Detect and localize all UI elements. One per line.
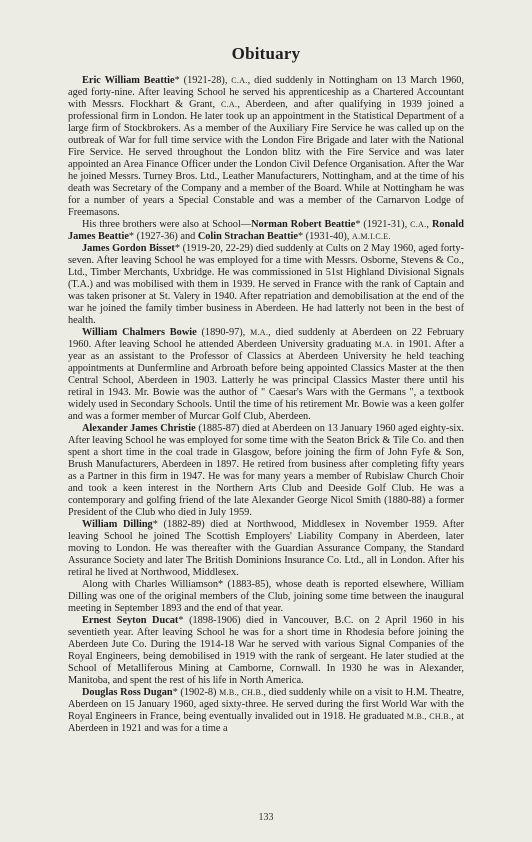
obituary-entry: [68, 519, 464, 579]
deceased-name: William Dilling: [82, 519, 153, 530]
degree-abbrev: M.A.: [250, 328, 269, 337]
entry-text: , died suddenly while on a visit to H.M. Theatre, Aberdeen on 15 January 1960, aged sixty-three. He served during the first World War with the Royal Engineers in France, being eventually invalided out in 1918. He graduated: [68, 687, 464, 722]
entry-text: , died suddenly in Nottingham on 13 March 1960, aged forty-nine. After leaving School he served his apprenticeship as a Chartered Accountant with Messrs. Flockhart & Grant,: [68, 75, 464, 110]
deceased-name: Eric William Beattie: [82, 75, 175, 86]
entry-text: ,: [426, 219, 432, 230]
obituary-entry: [68, 615, 464, 687]
page-number: 133: [258, 812, 274, 823]
page-title: Obituary: [231, 44, 301, 63]
entry-text: (1890-97),: [196, 327, 251, 338]
entry-text: His three brothers were also at School—: [82, 219, 252, 230]
deceased-name: Norman Robert Beattie: [251, 219, 356, 230]
entry-text: in 1901. After a year as an assistant to the Professor of Classics at Aberdeen University he held teaching appointments at Dunfermline and Arbroath before being appointed Classics Master at the then Central School, Aberdeen in 1903. Latterly he was principal Classics Master there until his retiral in 1943. Mr. Bowie was the author of " Caesar's Wars with the Germans ", a textbook widely used in Secondary Schools. Until the time of his retirement Mr. Bowie was a keen golfer and was a former member of Murcar Golf Club, Aberdeen.: [68, 339, 464, 422]
degree-abbrev: A.M.I.C.E.: [352, 232, 391, 241]
deceased-name: Douglas Ross Dugan: [82, 687, 173, 698]
obituary-entry: [68, 243, 464, 327]
entry-text: * (1919-20, 22-29) died suddenly at Cults on 2 May 1960, aged forty-seven. After leaving School he was employed for a time with Messrs. Osborne, Stevens & Co., Ltd., Timber Merchants, Uxbridge. He was commissioned in 51st Highland Divisional Signals (T.A.) and was mobilised with them in 1939. He served in France with the rank of Captain and was taken prisoner at St. Valery in 1940. After repatriation and demobilisation at the end of the war he joined the family timber business in Aberdeen. He had latterly not been in the best of health.: [68, 243, 464, 326]
entry-text: * (1882-89) died at Northwood, Middlesex in November 1959. After leaving School he joined The Scottish Employers' Liability Company in Aberdeen, later moving to London. He was thereafter with the Guardian Assurance Company, the Standard Assurance Society and later The British Dominions Insurance Co. Ltd., all in London. After his retiral he lived at Northwood, Middlesex.: [68, 519, 464, 578]
degree-abbrev: M.A.: [374, 340, 393, 349]
entry-text: , died suddenly at Aberdeen on 22 February 1960. After leaving School he attended Aberdeen University graduating: [68, 327, 464, 350]
entry-text: * (1927-36) and: [128, 231, 198, 242]
entry-text: * (1921-31),: [355, 219, 411, 230]
entry-text: * (1898-1906) died in Vancouver, B.C. on 2 April 1960 in his seventieth year. After leaving School he was for a short time in Rhodesia before joining the Aberdeen Jute Co. During the 1914-18 War he served with various Signal Companies of the Royal Engineers, being demobilised in 1919 with the rank of sergeant. He later studied at the School of Metalliferous Mining at Camborne, Cornwall. In 1930 he was in Alexander, Manitoba, and spent the rest of his life in North America.: [68, 615, 464, 686]
entry-text: * (1921-28),: [174, 75, 232, 86]
entry-text: * (1902-8): [172, 687, 220, 698]
degree-abbrev: M.B., CH.B.: [406, 712, 452, 721]
obituary-entries: [68, 75, 464, 735]
degree-abbrev: C.A.: [231, 76, 248, 85]
obituary-entry: [68, 687, 464, 735]
deceased-name: Ronald James Beattie: [68, 219, 464, 242]
entry-text: Along with Charles Williamson* (1883-85), whose death is reported elsewhere, William Dilling was one of the original members of the Club, joining some time between the inaugural meeting in September 1893 and the end of that year.: [68, 579, 464, 614]
obituary-entry: [68, 579, 464, 615]
entry-text: , at Aberdeen in 1921 and was for a time a: [68, 711, 464, 734]
entry-text: , Aberdeen, and after qualifying in 1939 joined a professional firm in London. He later took up an appointment in the Statistical Department of a large firm of Stockbrokers. As a member of the Auxiliary Fire Service he was called up on the outbreak of War for full time service with the London Fire Brigade and later with the National Fire Service. He served throughout the London blitz with the Fire Service and was later appointed an Area Finance Officer under the London Civil Defence Organisation. After the War he joined Messrs. Turney Bros. Ltd., Leather Manufacturers, Nottingham, and at the time of his death was Secretary of the Company and a member of the Board. While at Nottingham he was for a number of years a Special Constable and was a member of the Carnarvon Lodge of Freemasons.: [68, 99, 465, 218]
degree-abbrev: M.B., CH.B.: [219, 688, 264, 697]
deceased-name: William Chalmers Bowie: [82, 327, 197, 338]
degree-abbrev: C.A.: [410, 220, 427, 229]
obituary-entry: [68, 75, 464, 219]
deceased-name: James Gordon Bisset: [82, 243, 175, 254]
deceased-name: Ernest Seyton Ducat: [82, 615, 179, 626]
obituary-entry: [68, 219, 464, 243]
deceased-name: Colin Strachan Beattie: [197, 231, 298, 242]
deceased-name: Alexander James Christie: [82, 423, 196, 434]
obituary-entry: [68, 327, 464, 423]
obituary-entry: [68, 423, 464, 519]
degree-abbrev: C.A.: [221, 100, 238, 109]
obituary-page: [68, 44, 464, 735]
entry-text: * (1931-40),: [297, 231, 352, 242]
entry-text: (1885-87) died at Aberdeen on 13 January 1960 aged eighty-six. After leaving School he was employed for some time with the Seaton Brick & Tile Co. and then spent a short time in the coal trade in Glasgow, before joining the firm of John Fyfe & Son, Brush Manufacturers, Aberdeen in 1897. He retired from business after completing fifty years as a Partner in this firm in 1947. He was for many years a member of Rubislaw Church Choir and took a keen interest in the Northern Arts Club and Deeside Golf Club. He was a contemporary and golfing friend of the late Alexander George Nicol Smith (1880-88) a former President of the Club who died in July 1959.: [68, 423, 464, 518]
